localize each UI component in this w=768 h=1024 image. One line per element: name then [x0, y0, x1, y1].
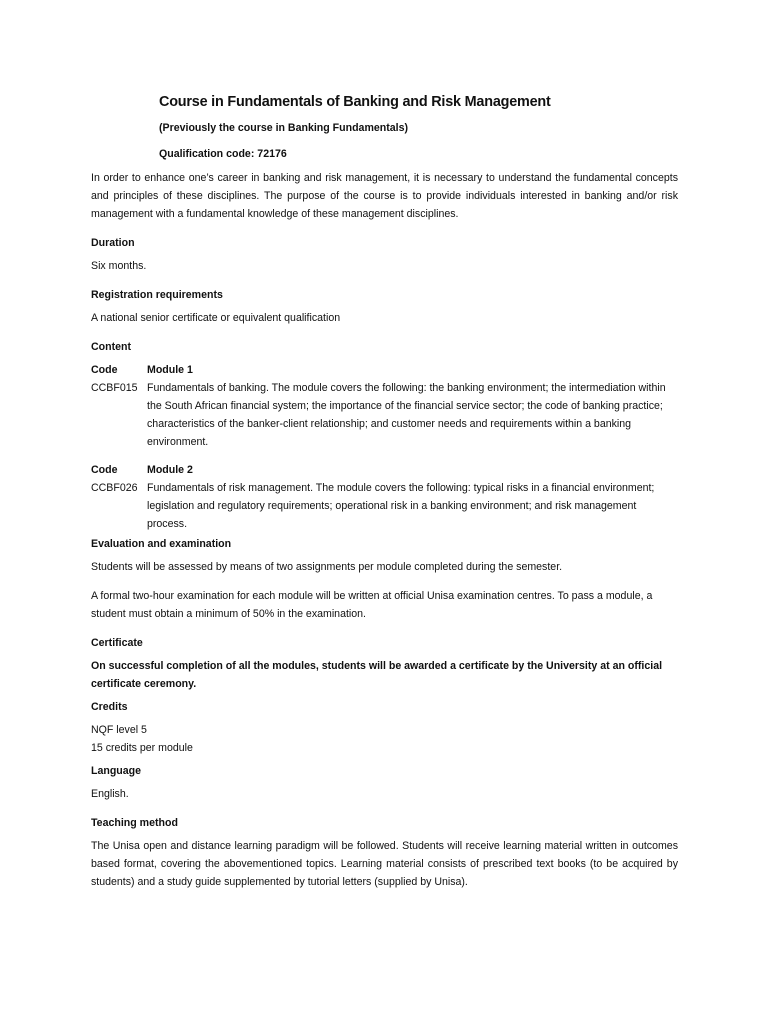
module-1-code: CCBF015 [91, 382, 138, 394]
registration-heading: Registration requirements [91, 289, 223, 301]
module-2-code: CCBF026 [91, 482, 138, 494]
module-1-code-header: Code [91, 364, 118, 376]
module-1-title: Module 1 [147, 364, 193, 376]
content-heading: Content [91, 341, 132, 353]
evaluation-heading: Evaluation and examination [91, 538, 232, 550]
qualification-code: Qualification code: 72176 [159, 148, 287, 160]
language-text: English. [91, 788, 129, 800]
module-2-title: Module 2 [147, 464, 193, 476]
module-2-description: Fundamentals of risk management. The module covers the following: typical risks in a financial environment; legislation and regulatory requirements; operational risk in a banking environment; and risk management process. [147, 482, 655, 530]
credits-heading: Credits [91, 701, 128, 713]
module-1-block [91, 361, 678, 451]
course-title: Course in Fundamentals of Banking and Risk Management [159, 94, 551, 110]
module-2-block [91, 461, 678, 533]
module-2-header-row [91, 461, 678, 479]
course-subtitle: (Previously the course in Banking Fundamentals) [159, 122, 409, 134]
certificate-heading: Certificate [91, 637, 143, 649]
teaching-text: The Unisa open and distance learning paradigm will be followed. Students will receive learning material written in outcomes based format, covering the abovementioned topics. Learning material consists of prescribed text books (to be acquired by students) and a study guide supplemented by tutorial letters (supplied by Unisa). [91, 840, 678, 888]
evaluation-paragraph-2: A formal two-hour examination for each module will be written at official Unisa examination centres. To pass a module, a student must obtain a minimum of 50% in the examination. [91, 590, 653, 620]
credits-level: NQF level 5 [91, 724, 147, 736]
module-1-row [91, 379, 678, 451]
module-1-description: Fundamentals of banking. The module covers the following: the banking environment; the intermediation within the South African financial system; the importance of the financial service sector; the code of banking practice; characteristics of the banker-client relationship; and customer needs and requirements within a banking environment. [147, 382, 666, 448]
certificate-text: On successful completion of all the modules, students will be awarded a certificate by the University at an official certificate ceremony. [91, 660, 663, 690]
teaching-heading: Teaching method [91, 817, 178, 829]
duration-text: Six months. [91, 260, 147, 272]
module-2-row [91, 479, 678, 533]
language-heading: Language [91, 765, 142, 777]
module-2-code-header: Code [91, 464, 118, 476]
document-body [91, 169, 678, 891]
evaluation-paragraph-1: Students will be assessed by means of two assignments per module completed during the semester. [91, 561, 563, 573]
duration-heading: Duration [91, 237, 135, 249]
credits-per-module: 15 credits per module [91, 742, 193, 754]
intro-paragraph: In order to enhance one’s career in banking and risk management, it is necessary to understand the fundamental concepts and principles of these disciplines. The purpose of the course is to provide individuals interested in banking and/or risk management with a fundamental knowledge of these management disciplines. [91, 172, 678, 220]
registration-text: A national senior certificate or equivalent qualification [91, 312, 341, 324]
module-1-header-row [91, 361, 678, 379]
